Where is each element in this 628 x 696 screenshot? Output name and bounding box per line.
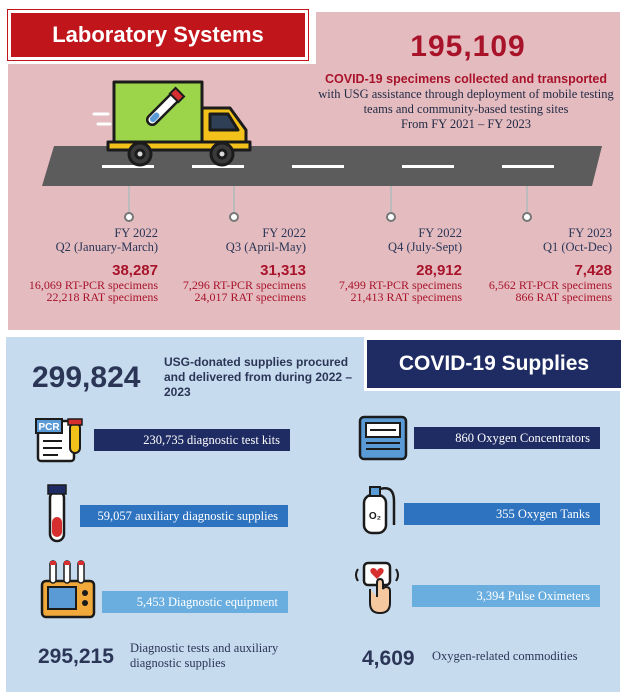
laboratory-title: Laboratory Systems xyxy=(52,22,264,47)
quarter-rat: 22,218 RAT specimens xyxy=(46,290,158,304)
quarter-label: Q4 (July-Sept) xyxy=(388,240,462,254)
quarter-label: Q1 (Oct-Dec) xyxy=(542,240,612,254)
quarter-fy: FY 2022 xyxy=(418,226,462,240)
supply-bar-pulse-oximeters: 3,394 Pulse Oximeters xyxy=(412,585,600,607)
quarter-q2-fy2022 xyxy=(8,226,158,303)
specimens-detail: with USG assistance through deployment of mobile testing teams and community-based testing sites xyxy=(318,87,614,116)
supply-bar-auxiliary: 59,057 auxiliary diagnostic supplies xyxy=(80,505,288,527)
quarter-q3-fy2022 xyxy=(156,226,306,303)
specimens-total: 195,109 xyxy=(410,30,526,63)
timeline-pin xyxy=(386,212,396,222)
oxygen-total: 4,609 xyxy=(362,647,415,670)
supply-bar-test-kits: 230,735 diagnostic test kits xyxy=(94,429,290,451)
supplies-title: COVID-19 Supplies xyxy=(398,352,590,375)
truck-icon xyxy=(92,78,252,170)
test-tube-icon xyxy=(42,483,72,545)
timeline-pin-line xyxy=(233,186,235,214)
pulse-oximeter-icon xyxy=(352,559,402,617)
quarter-q4-fy2022 xyxy=(312,226,462,303)
diagnostics-total: 295,215 xyxy=(38,645,114,668)
quarter-rtpcr: 7,296 RT-PCR specimens xyxy=(182,278,306,292)
quarter-label: Q3 (April-May) xyxy=(225,240,306,254)
specimens-headline: COVID-19 specimens collected and transported xyxy=(324,72,608,86)
quarter-q1-fy2023 xyxy=(462,226,612,303)
supplies-section xyxy=(6,337,620,692)
quarter-rtpcr: 7,499 RT-PCR specimens xyxy=(338,278,462,292)
timeline-pin xyxy=(229,212,239,222)
oxygen-concentrator-icon xyxy=(358,415,408,463)
lab-machine-icon xyxy=(38,559,98,621)
laboratory-title-banner xyxy=(8,10,308,60)
timeline-pin xyxy=(124,212,134,222)
pcr-clipboard-icon xyxy=(34,417,86,463)
timeline-pin-line xyxy=(128,186,130,214)
quarter-rat: 24,017 RAT specimens xyxy=(194,290,306,304)
supply-bar-oxygen-tanks: 355 Oxygen Tanks xyxy=(404,503,600,525)
quarter-fy: FY 2023 xyxy=(568,226,612,240)
timeline-pin-line xyxy=(390,186,392,214)
road-dash xyxy=(502,165,554,168)
supplies-total: 299,824 xyxy=(32,361,141,394)
quarter-rat: 21,413 RAT specimens xyxy=(350,290,462,304)
specimens-period: From FY 2021 – FY 2023 xyxy=(401,117,531,131)
road-dash xyxy=(292,165,344,168)
svg-text:O₂: O₂ xyxy=(368,511,382,522)
quarter-fy: FY 2022 xyxy=(114,226,158,240)
quarter-rat: 866 RAT specimens xyxy=(515,290,612,304)
laboratory-section xyxy=(8,8,620,330)
road-dash xyxy=(402,165,454,168)
timeline-pin-line xyxy=(526,186,528,214)
quarter-rtpcr: 16,069 RT-PCR specimens xyxy=(28,278,158,292)
timeline-pin xyxy=(522,212,532,222)
specimens-description xyxy=(316,72,616,132)
quarter-total: 28,912 xyxy=(416,262,462,279)
supply-bar-equipment: 5,453 Diagnostic equipment xyxy=(102,591,288,613)
quarter-label: Q2 (January-March) xyxy=(55,240,158,254)
supply-bar-oxygen-concentrators: 860 Oxygen Concentrators xyxy=(414,427,600,449)
supplies-total-description: USG-donated supplies procured and delivered from during 2022 – 2023 xyxy=(164,355,353,399)
quarter-total: 31,313 xyxy=(260,262,306,279)
quarter-total: 7,428 xyxy=(574,262,612,279)
diagnostics-total-label: Diagnostic tests and auxiliary diagnostic supplies xyxy=(130,641,279,670)
svg-text:PCR: PCR xyxy=(38,422,60,433)
quarter-total: 38,287 xyxy=(112,262,158,279)
oxygen-tank-icon xyxy=(358,481,402,535)
quarter-fy: FY 2022 xyxy=(262,226,306,240)
quarter-rtpcr: 6,562 RT-PCR specimens xyxy=(488,278,612,292)
oxygen-total-label: Oxygen-related commodities xyxy=(432,649,578,663)
supplies-title-banner xyxy=(364,337,624,391)
